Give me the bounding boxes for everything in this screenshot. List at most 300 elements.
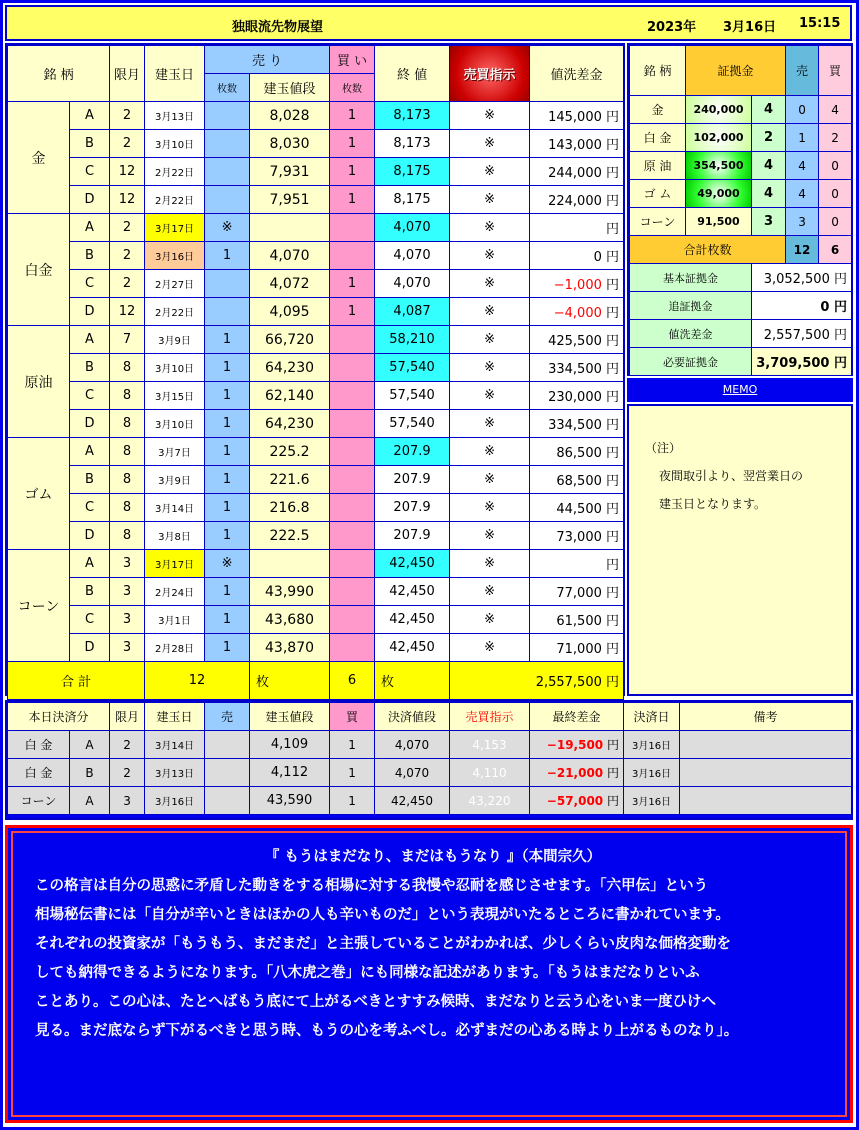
settle-month: 2 [110, 731, 145, 759]
row-code: D [70, 186, 110, 214]
row-sell-count [205, 270, 250, 298]
settle-note [680, 759, 852, 787]
row-close: 58,210 [375, 326, 450, 354]
row-date: 3月10日 [145, 354, 205, 382]
row-diff: 230,000 円 [530, 382, 624, 410]
row-code: A [70, 326, 110, 354]
row-sell-count: 1 [205, 382, 250, 410]
settlement-panel [5, 700, 853, 820]
margin-panel [627, 43, 853, 376]
row-diff: 44,500 円 [530, 494, 624, 522]
group-name: 白金 [8, 214, 70, 326]
margin-sell: 4 [786, 180, 819, 208]
row-date: 3月10日 [145, 410, 205, 438]
row-diff: 0 円 [530, 242, 624, 270]
row-diff: −1,000 円 [530, 270, 624, 298]
col-kai: 買 い [330, 46, 375, 74]
side-total-label: 合計枚数 [630, 236, 786, 264]
proverb-line: ことあり。この心は、たとへばもう底にて上がるべきとすすみ候時、まだなりと云う心をいま一度ひけへ [35, 994, 717, 1010]
settle-note [680, 787, 852, 815]
margin-buy: 0 [819, 208, 852, 236]
row-code: C [70, 158, 110, 186]
row-month: 8 [110, 354, 145, 382]
settle-code: A [70, 787, 110, 815]
margin-row [630, 180, 852, 208]
row-code: B [70, 578, 110, 606]
row-signal: ※ [450, 214, 530, 242]
row-close: 8,175 [375, 186, 450, 214]
hitsuyo-value: 3,709,500 円 [752, 348, 852, 376]
margin-row [630, 96, 852, 124]
row-diff: 334,500 円 [530, 354, 624, 382]
settle-month: 3 [110, 787, 145, 815]
row-sell-count [205, 130, 250, 158]
row-entry-price: 4,072 [250, 270, 330, 298]
tsui-label: 追証拠金 [630, 292, 752, 320]
col-tategyoku-nedan: 建玉値段 [250, 74, 330, 102]
row-date: 3月16日 [145, 242, 205, 270]
row-month: 8 [110, 438, 145, 466]
row-signal: ※ [450, 606, 530, 634]
settle-name: 白 金 [8, 759, 70, 787]
settle-col-uri: 売 [205, 703, 250, 731]
total-unit-2: 枚 [375, 662, 450, 700]
settle-date: 3月14日 [145, 731, 205, 759]
row-month: 7 [110, 326, 145, 354]
settle-date: 3月16日 [145, 787, 205, 815]
settle-col-shiji: 売買指示 [450, 703, 530, 731]
settle-diff: −21,000 円 [530, 759, 624, 787]
row-code: D [70, 298, 110, 326]
row-entry-price: 222.5 [250, 522, 330, 550]
row-code: C [70, 382, 110, 410]
margin-value: 49,000 [686, 180, 752, 208]
row-date: 3月15日 [145, 382, 205, 410]
total-row [8, 662, 624, 700]
row-buy-count: 1 [330, 130, 375, 158]
row-date: 3月13日 [145, 102, 205, 130]
row-diff: 円 [530, 550, 624, 578]
row-buy-count: 1 [330, 270, 375, 298]
row-date: 3月17日 [145, 550, 205, 578]
group-name: 金 [8, 102, 70, 214]
col-meigara: 銘 柄 [8, 46, 110, 102]
memo-link[interactable]: MEMO [627, 378, 853, 402]
row-signal: ※ [450, 270, 530, 298]
row-buy-count [330, 578, 375, 606]
col-owarine: 終 値 [375, 46, 450, 102]
margin-sell: 0 [786, 96, 819, 124]
margin-count: 4 [752, 96, 786, 124]
col-gengetsu: 限月 [110, 46, 145, 102]
row-month: 12 [110, 186, 145, 214]
row-entry-price: 43,680 [250, 606, 330, 634]
position-row [8, 494, 624, 522]
row-diff: 143,000 円 [530, 130, 624, 158]
margin-name: 白 金 [630, 124, 686, 152]
memo-line-2: 夜間取引より、翌営業日の [659, 469, 804, 483]
row-code: C [70, 270, 110, 298]
row-buy-count [330, 466, 375, 494]
row-code: D [70, 410, 110, 438]
row-signal: ※ [450, 158, 530, 186]
memo-box [627, 404, 853, 696]
row-month: 8 [110, 466, 145, 494]
margin-buy: 4 [819, 96, 852, 124]
row-entry-price: 221.6 [250, 466, 330, 494]
row-close: 8,175 [375, 158, 450, 186]
row-diff: 425,500 円 [530, 326, 624, 354]
row-sell-count: 1 [205, 522, 250, 550]
settle-col-kessai-nedan: 決済値段 [375, 703, 450, 731]
margin-value: 240,000 [686, 96, 752, 124]
row-date: 2月24日 [145, 578, 205, 606]
proverb-title: 『 もうはまだなり、まだはもうなり 』（本間宗久） [264, 849, 602, 865]
kihon-value: 3,052,500 円 [752, 264, 852, 292]
row-signal: ※ [450, 130, 530, 158]
row-signal: ※ [450, 410, 530, 438]
row-code: A [70, 438, 110, 466]
margin-table [629, 45, 852, 376]
margin-count: 4 [752, 152, 786, 180]
row-date: 3月14日 [145, 494, 205, 522]
row-entry-price: 4,070 [250, 242, 330, 270]
row-date: 2月28日 [145, 634, 205, 662]
proverb-line: それぞれの投資家が「もうもう、まだまだ」と主張していることがわかれば、少しくらい皮肉な価格変動を [35, 936, 731, 952]
row-date: 2月27日 [145, 270, 205, 298]
row-buy-count [330, 634, 375, 662]
col-kai-maisu: 枚数 [330, 74, 375, 102]
row-code: B [70, 130, 110, 158]
row-diff: 77,000 円 [530, 578, 624, 606]
row-signal: ※ [450, 550, 530, 578]
settle-diff: −57,000 円 [530, 787, 624, 815]
time-label: 15:15 [799, 16, 841, 31]
group-name: ゴム [8, 438, 70, 550]
margin-row [630, 152, 852, 180]
settle-row [8, 759, 852, 787]
settle-col-nedan: 建玉値段 [250, 703, 330, 731]
row-entry-price: 43,990 [250, 578, 330, 606]
row-signal: ※ [450, 494, 530, 522]
position-row [8, 298, 624, 326]
row-month: 3 [110, 578, 145, 606]
row-signal: ※ [450, 354, 530, 382]
row-close: 57,540 [375, 382, 450, 410]
row-signal: ※ [450, 634, 530, 662]
row-code: A [70, 102, 110, 130]
settle-month: 2 [110, 759, 145, 787]
position-row [8, 102, 624, 130]
margin-count: 3 [752, 208, 786, 236]
position-row [8, 242, 624, 270]
row-month: 8 [110, 494, 145, 522]
row-entry-price: 8,030 [250, 130, 330, 158]
row-sell-count: 1 [205, 326, 250, 354]
row-buy-count: 1 [330, 158, 375, 186]
margin-name: 原 油 [630, 152, 686, 180]
row-date: 2月22日 [145, 158, 205, 186]
settle-name: 白 金 [8, 731, 70, 759]
row-sell-count: 1 [205, 466, 250, 494]
row-date: 3月9日 [145, 466, 205, 494]
row-month: 2 [110, 102, 145, 130]
row-code: B [70, 466, 110, 494]
settle-col-label: 本日決済分 [8, 703, 110, 731]
row-code: B [70, 242, 110, 270]
row-entry-price: 62,140 [250, 382, 330, 410]
row-sell-count [205, 158, 250, 186]
position-row [8, 270, 624, 298]
year-label: 2023年 [647, 20, 697, 35]
settle-buy: 1 [330, 787, 375, 815]
nearai-label: 値洗差金 [630, 320, 752, 348]
row-signal: ※ [450, 298, 530, 326]
row-code: B [70, 354, 110, 382]
row-close: 57,540 [375, 354, 450, 382]
row-signal: ※ [450, 102, 530, 130]
nearai-value: 2,557,500 円 [752, 320, 852, 348]
row-entry-price: 7,951 [250, 186, 330, 214]
row-signal: ※ [450, 186, 530, 214]
row-buy-count [330, 438, 375, 466]
row-signal: ※ [450, 382, 530, 410]
side-total-sell: 12 [786, 236, 819, 264]
row-entry-price: 7,931 [250, 158, 330, 186]
row-month: 8 [110, 410, 145, 438]
kihon-label: 基本証拠金 [630, 264, 752, 292]
row-month: 8 [110, 522, 145, 550]
row-buy-count: 1 [330, 186, 375, 214]
col-nearai-sakin: 値洗差金 [530, 46, 624, 102]
group-name: 原油 [8, 326, 70, 438]
row-date: 3月7日 [145, 438, 205, 466]
row-entry-price [250, 550, 330, 578]
row-buy-count: 1 [330, 298, 375, 326]
margin-buy: 2 [819, 124, 852, 152]
row-month: 2 [110, 130, 145, 158]
position-row [8, 382, 624, 410]
page-title: 独眼流先物展望 [232, 20, 324, 35]
row-signal: ※ [450, 466, 530, 494]
settle-col-gengetsu: 限月 [110, 703, 145, 731]
side-col-meigara: 銘 柄 [630, 46, 686, 96]
row-sell-count [205, 298, 250, 326]
position-row [8, 466, 624, 494]
row-close: 42,450 [375, 606, 450, 634]
row-entry-price: 216.8 [250, 494, 330, 522]
row-date: 3月17日 [145, 214, 205, 242]
positions-panel [5, 43, 625, 696]
row-sell-count: 1 [205, 242, 250, 270]
row-close: 8,173 [375, 102, 450, 130]
row-diff: 73,000 円 [530, 522, 624, 550]
settle-sdate: 3月16日 [624, 787, 680, 815]
settle-price: 4,112 [250, 759, 330, 787]
margin-buy: 0 [819, 180, 852, 208]
position-row [8, 634, 624, 662]
memo-line-1: （注） [645, 441, 682, 455]
margin-count: 4 [752, 180, 786, 208]
row-close: 8,173 [375, 130, 450, 158]
row-entry-price [250, 214, 330, 242]
row-buy-count [330, 326, 375, 354]
row-entry-price: 66,720 [250, 326, 330, 354]
settle-settle-price: 42,450 [375, 787, 450, 815]
row-entry-price: 8,028 [250, 102, 330, 130]
settle-diff: −19,500 円 [530, 731, 624, 759]
row-diff: 86,500 円 [530, 438, 624, 466]
side-col-uri: 売 [786, 46, 819, 96]
position-row [8, 438, 624, 466]
hitsuyo-label: 必要証拠金 [630, 348, 752, 376]
row-sell-count: 1 [205, 410, 250, 438]
settle-signal: 43,220 [450, 787, 530, 815]
settle-settle-price: 4,070 [375, 731, 450, 759]
row-close: 4,070 [375, 242, 450, 270]
row-diff: 334,500 円 [530, 410, 624, 438]
row-buy-count [330, 522, 375, 550]
row-sell-count: ※ [205, 214, 250, 242]
proverb-line: 相場秘伝書には「自分が辛いときはほかの人も辛いものだ」という表現がいたるところに書かれています。 [35, 907, 730, 923]
row-date: 3月10日 [145, 130, 205, 158]
col-uri: 売 り [205, 46, 330, 74]
settle-sdate: 3月16日 [624, 759, 680, 787]
row-code: C [70, 606, 110, 634]
row-close: 42,450 [375, 634, 450, 662]
row-code: A [70, 214, 110, 242]
row-date: 2月22日 [145, 298, 205, 326]
row-code: C [70, 494, 110, 522]
settlement-table [7, 702, 852, 815]
row-code: D [70, 634, 110, 662]
tsui-value: 0 円 [752, 292, 852, 320]
settle-col-tategyokubi: 建玉日 [145, 703, 205, 731]
margin-row [630, 124, 852, 152]
row-buy-count [330, 354, 375, 382]
row-sell-count: ※ [205, 550, 250, 578]
row-month: 2 [110, 214, 145, 242]
settle-settle-price: 4,070 [375, 759, 450, 787]
row-code: D [70, 522, 110, 550]
settle-price: 43,590 [250, 787, 330, 815]
settle-buy: 1 [330, 759, 375, 787]
row-entry-price: 225.2 [250, 438, 330, 466]
title-bar [5, 5, 852, 41]
row-month: 3 [110, 634, 145, 662]
margin-buy: 0 [819, 152, 852, 180]
row-month: 12 [110, 298, 145, 326]
row-date: 3月8日 [145, 522, 205, 550]
row-diff: −4,000 円 [530, 298, 624, 326]
row-close: 4,070 [375, 214, 450, 242]
settle-sell [205, 731, 250, 759]
row-sell-count [205, 102, 250, 130]
row-close: 4,087 [375, 298, 450, 326]
date-label: 3月16日 [723, 20, 777, 35]
margin-name: コーン [630, 208, 686, 236]
total-label: 合 計 [8, 662, 145, 700]
settle-col-kai: 買 [330, 703, 375, 731]
margin-sell: 3 [786, 208, 819, 236]
row-month: 3 [110, 606, 145, 634]
row-diff: 145,000 円 [530, 102, 624, 130]
col-uri-maisu: 枚数 [205, 74, 250, 102]
proverb-line: しても納得できるようになります。「八木虎之巻」にも同様な記述があります。「もうはまだなりといふ [35, 965, 700, 981]
row-diff: 224,000 円 [530, 186, 624, 214]
positions-table [7, 45, 624, 700]
settle-col-biko: 備考 [680, 703, 852, 731]
settle-signal: 4,153 [450, 731, 530, 759]
position-row [8, 354, 624, 382]
position-row [8, 326, 624, 354]
row-date: 2月22日 [145, 186, 205, 214]
position-row [8, 606, 624, 634]
proverb-line: 見る。まだ底ならず下がるべきと思う時、もうの心を考ふべし。必ずまだの心ある時より上がるものなり」。 [35, 1023, 739, 1039]
position-row [8, 214, 624, 242]
row-entry-price: 64,230 [250, 354, 330, 382]
settle-sdate: 3月16日 [624, 731, 680, 759]
group-name: コーン [8, 550, 70, 662]
row-close: 42,450 [375, 550, 450, 578]
row-close: 207.9 [375, 438, 450, 466]
settle-code: A [70, 731, 110, 759]
col-baibai-shiji: 売買指示 [450, 46, 530, 102]
row-diff: 68,500 円 [530, 466, 624, 494]
settle-sell [205, 759, 250, 787]
settle-code: B [70, 759, 110, 787]
proverb-box [5, 825, 853, 1123]
row-diff: 61,500 円 [530, 606, 624, 634]
margin-value: 354,500 [686, 152, 752, 180]
row-diff: 71,000 円 [530, 634, 624, 662]
row-month: 8 [110, 382, 145, 410]
position-row [8, 186, 624, 214]
row-entry-price: 43,870 [250, 634, 330, 662]
row-month: 2 [110, 270, 145, 298]
row-code: A [70, 550, 110, 578]
settle-col-kessaibi: 決済日 [624, 703, 680, 731]
row-signal: ※ [450, 326, 530, 354]
margin-sell: 4 [786, 152, 819, 180]
settle-date: 3月13日 [145, 759, 205, 787]
row-sell-count: 1 [205, 606, 250, 634]
row-diff: 円 [530, 214, 624, 242]
margin-count: 2 [752, 124, 786, 152]
settle-price: 4,109 [250, 731, 330, 759]
margin-row [630, 208, 852, 236]
position-row [8, 410, 624, 438]
margin-value: 102,000 [686, 124, 752, 152]
row-entry-price: 4,095 [250, 298, 330, 326]
memo-line-3: 建玉日となります。 [659, 497, 767, 511]
side-total-buy: 6 [819, 236, 852, 264]
row-close: 42,450 [375, 578, 450, 606]
settle-sell [205, 787, 250, 815]
row-signal: ※ [450, 438, 530, 466]
row-close: 207.9 [375, 494, 450, 522]
settle-row [8, 787, 852, 815]
side-col-kai: 買 [819, 46, 852, 96]
row-sell-count: 1 [205, 494, 250, 522]
row-sell-count: 1 [205, 354, 250, 382]
position-row [8, 578, 624, 606]
settle-signal: 4,110 [450, 759, 530, 787]
margin-value: 91,500 [686, 208, 752, 236]
row-diff: 244,000 円 [530, 158, 624, 186]
side-col-shokokin: 証拠金 [686, 46, 786, 96]
row-sell-count: 1 [205, 634, 250, 662]
